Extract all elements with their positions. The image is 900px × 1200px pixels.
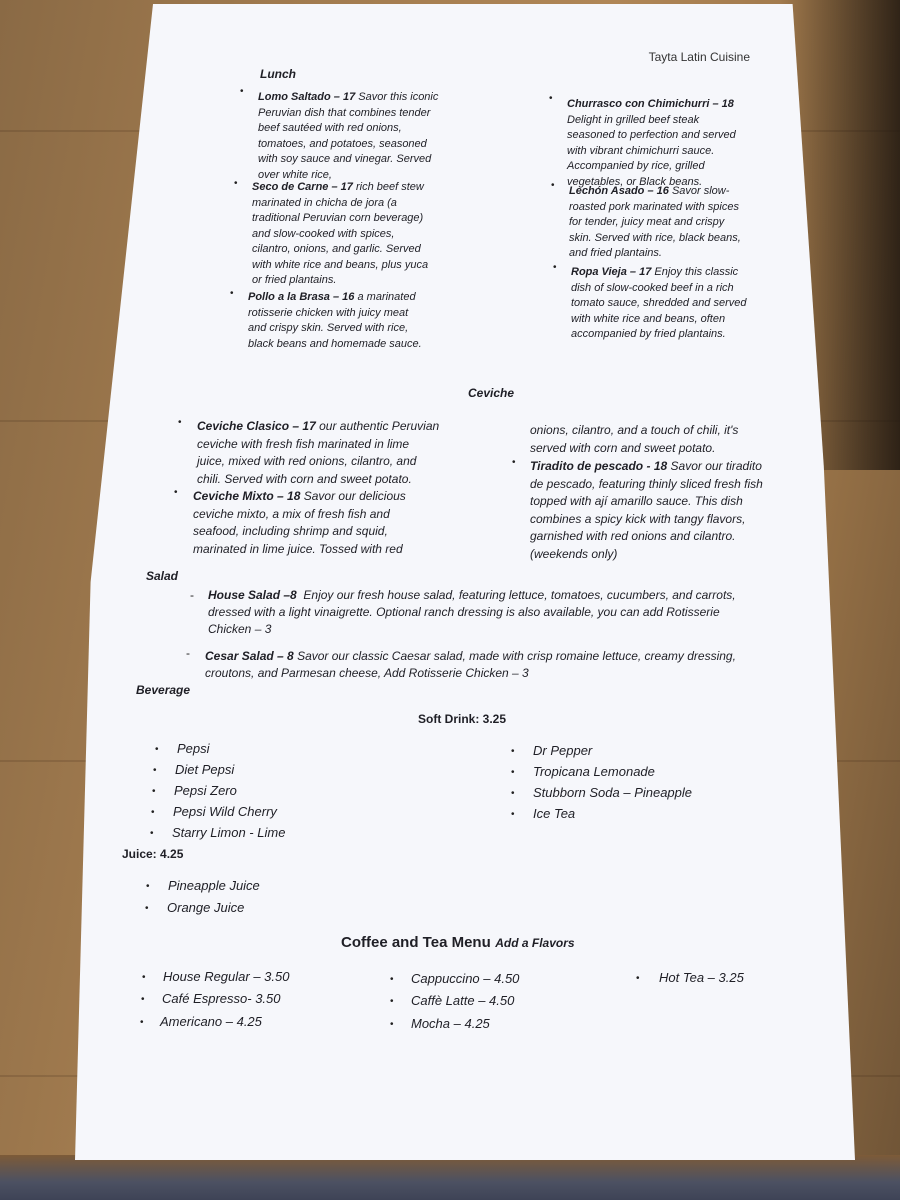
item-desc: vegetables, or Black beans. — [567, 175, 703, 188]
item-desc: and slow-cooked with spices, — [252, 227, 395, 240]
item-name: Cesar Salad – 8 — [205, 649, 294, 663]
item-desc: marinated in chicha de jora (a — [252, 196, 397, 209]
item-desc: skin. Served with rice, black beans, — [569, 231, 741, 244]
item-price: 16 — [656, 185, 669, 197]
item-desc: with white rice and beans, plus yuca — [252, 258, 429, 271]
item-desc: for tender, juicy meat and crispy — [569, 216, 725, 228]
item-desc: or fried plantains. — [252, 274, 337, 286]
item-desc: garnished with red onions and cilantro. — [530, 529, 736, 543]
list-item: Dr Pepper — [533, 743, 593, 758]
item-name: Lomo Saltado — [258, 91, 331, 103]
item-desc: Savor our delicious — [303, 489, 406, 503]
item-desc: dish of slow-cooked beef in a rich — [571, 281, 734, 294]
item-desc: black beans and homemade sauce. — [248, 337, 422, 350]
list-item: Pineapple Juice — [168, 878, 260, 893]
list-item: Mocha – 4.25 — [411, 1016, 490, 1031]
menu-item: Lechón Asado – 16 Savor slow- roasted pork marinated with spices for tender, juicy meat and crispy skin. Served with rice, black beans, and fried plantains. — [569, 185, 741, 259]
item-price: 16 — [342, 291, 355, 303]
list-item: Caffè Latte – 4.50 — [411, 993, 515, 1008]
item-desc: ceviche mixto, a mix of fresh fish and — [193, 506, 390, 521]
salad-heading: Salad — [146, 569, 179, 583]
item-name: House Salad –8 — [208, 588, 297, 602]
item-name: Ceviche Mixto — [193, 489, 274, 503]
item-desc: topped with ají amarillo sauce. This dish — [530, 494, 743, 508]
ceviche-heading: Ceviche — [468, 386, 515, 400]
restaurant-name: Tayta Latin Cuisine — [648, 50, 750, 64]
item-desc: over white rice, — [258, 168, 332, 181]
item-desc: Peruvian dish that combines tender — [258, 106, 431, 119]
item-desc: dressed with a light vinaigrette. Optional ranch dressing is also available, you can add Rotisserie — [208, 605, 720, 619]
item-desc: Savor our tiradito — [670, 459, 762, 473]
item-desc: with vibrant chimichurri sauce. — [567, 144, 715, 157]
coffee-heading — [341, 934, 575, 952]
list-item: Ice Tea — [533, 806, 576, 821]
item-desc: and crispy skin. Served with rice, — [248, 322, 409, 334]
item-desc: marinated in lime juice. Tossed with red — [193, 541, 403, 556]
coffee-title: Coffee and Tea Menu — [341, 934, 491, 951]
item-name: Ceviche Clasico — [197, 419, 290, 433]
item-desc: Delight in grilled beef steak — [567, 113, 700, 126]
menu-item — [205, 648, 815, 682]
item-desc: (weekends only) — [530, 546, 618, 561]
list-item: Orange Juice — [167, 900, 245, 915]
list-item: Pepsi — [177, 741, 210, 756]
lunch-heading: Lunch — [260, 67, 296, 81]
item-desc: croutons, and Parmesan cheese, Add Rotisserie Chicken – 3 — [205, 666, 529, 680]
item-price: 18 — [287, 489, 301, 503]
background-cloth — [0, 1155, 900, 1200]
menu-item: Ceviche Mixto – 18 Savor our delicious ceviche mixto, a mix of fresh fish and seafood, including shrimp and squid, marinated in lime juice. Tossed with red — [193, 489, 406, 556]
item-desc: cilantro, onions, and garlic. Served — [252, 243, 421, 255]
item-desc: rotisserie chicken with juicy meat — [248, 306, 409, 319]
item-desc: rich beef stew — [355, 181, 424, 193]
item-name: Lechón Asado — [569, 185, 645, 197]
menu-item: Ropa Vieja – 17 Enjoy this classic dish of slow-cooked beef in a rich tomato sauce, shredded and served with white rice and beans, often accompanied by fried plantains. — [571, 266, 747, 340]
list-item: Americano – 4.25 — [160, 1014, 262, 1029]
item-price: 17 — [342, 91, 356, 103]
item-desc: tomato sauce, shredded and served — [571, 297, 747, 309]
item-desc: served with corn and sweet potato. — [530, 440, 716, 455]
item-name: Seco de Carne — [252, 181, 329, 193]
item-name: Pollo a la Brasa — [248, 291, 330, 303]
item-desc: beef sautéed with red onions, — [258, 122, 402, 134]
list-item: Hot Tea – 3.25 — [659, 970, 744, 985]
item-desc: Enjoy this classic — [654, 266, 739, 278]
item-desc: Accompanied by rice, grilled — [567, 160, 705, 172]
item-desc: Savor our classic Caesar salad, made with crisp romaine lettuce, creamy dressing, — [297, 649, 736, 663]
item-desc: Enjoy our fresh house salad, featuring lettuce, tomatoes, cucumbers, and carrots, — [303, 588, 736, 602]
item-desc: onions, cilantro, and a touch of chili, it's — [530, 423, 739, 437]
item-desc: Savor slow- — [671, 185, 730, 197]
item-desc: chili. Served with corn and sweet potato. — [197, 471, 412, 486]
list-item: Cappuccino – 4.50 — [411, 971, 520, 986]
item-desc: Chicken – 3 — [208, 622, 272, 636]
item-desc: and fried plantains. — [569, 247, 662, 259]
item-desc: roasted pork marinated with spices — [569, 200, 739, 213]
item-name: Tiradito de pescado — [530, 459, 644, 473]
item-price: 17 — [639, 266, 652, 278]
list-item: Pepsi Wild Cherry — [173, 804, 277, 819]
menu-item: Tiradito de pescado - 18 Savor our tiradito de pescado, featuring thinly sliced fresh fish topped with ají amarillo sauce. This dish combines a spicy kick with tangy flavors, garnished with red onions and cilantro. (weekends only) — [530, 459, 763, 561]
item-price: 17 — [340, 181, 353, 193]
list-item: Café Espresso- 3.50 — [162, 991, 281, 1006]
item-name: Ropa Vieja — [571, 266, 627, 278]
item-desc: tomatoes, and potatoes, seasoned — [258, 137, 427, 150]
menu-item: Seco de Carne – 17 rich beef stew marinated in chicha de jora (a traditional Peruvian corn beverage) and slow-cooked with spices, cilantro, onions, and garlic. Served with white rice and beans, plus yuca or fried plantains. — [252, 181, 429, 286]
item-desc: our authentic Peruvian — [319, 419, 440, 433]
menu-item: Pollo a la Brasa – 16 a marinated rotisserie chicken with juicy meat and crispy skin. Served with rice, black beans and homemade sauce. — [248, 291, 422, 350]
menu-item: Ceviche Clasico – 17 our authentic Peruvian ceviche with fresh fish marinated in lime juice, mixed with red onions, cilantro, and chili. Served with corn and sweet potato. — [197, 419, 440, 486]
item-desc: traditional Peruvian corn beverage) — [252, 212, 424, 224]
item-price: 18 — [653, 459, 668, 473]
list-item: Diet Pepsi — [175, 762, 235, 777]
item-desc: Savor this iconic — [358, 91, 439, 103]
item-desc: with white rice and beans, often — [571, 312, 726, 325]
list-item: Starry Limon - Lime — [172, 825, 286, 840]
list-item: Stubborn Soda – Pineapple — [533, 785, 693, 800]
menu-item: Churrasco con Chimichurri – 18 Delight in grilled beef steak seasoned to perfection and served with vibrant chimichurri sauce. Accompanied by rice, grilled vegetables, or Black beans. — [567, 98, 736, 188]
list-item: Pepsi Zero — [174, 783, 237, 798]
menu-item-continued — [530, 422, 820, 457]
item-desc: seafood, including shrimp and squid, — [193, 524, 388, 538]
list-item: House Regular – 3.50 — [163, 969, 290, 984]
item-desc: seasoned to perfection and served — [567, 129, 736, 141]
list-item: Tropicana Lemonade — [533, 764, 655, 779]
item-desc: a marinated — [357, 291, 416, 303]
item-name: Churrasco con Chimichurri — [567, 98, 710, 110]
soft-drink-label: Soft Drink: 3.25 — [418, 712, 507, 726]
coffee-subtitle: Add a Flavors — [495, 936, 575, 950]
item-desc: combines a spicy kick with tangy flavors, — [530, 511, 746, 526]
menu-item — [208, 587, 808, 638]
item-price: 18 — [721, 98, 734, 110]
item-desc: ceviche with fresh fish marinated in lime — [197, 436, 410, 451]
item-desc: accompanied by fried plantains. — [571, 328, 726, 340]
beverage-heading: Beverage — [136, 683, 191, 697]
menu-item: Lomo Saltado – 17 Savor this iconic Peruvian dish that combines tender beef sautéed with red onions, tomatoes, and potatoes, seasoned with soy sauce and vinegar. Served over white rice, — [258, 91, 439, 181]
item-desc: de pescado, featuring thinly sliced fresh fish — [530, 476, 763, 491]
item-desc: with soy sauce and vinegar. Served — [258, 153, 432, 165]
juice-label: Juice: 4.25 — [122, 847, 184, 861]
item-desc: juice, mixed with red onions, cilantro, and — [197, 454, 417, 468]
item-price: 17 — [302, 419, 316, 433]
